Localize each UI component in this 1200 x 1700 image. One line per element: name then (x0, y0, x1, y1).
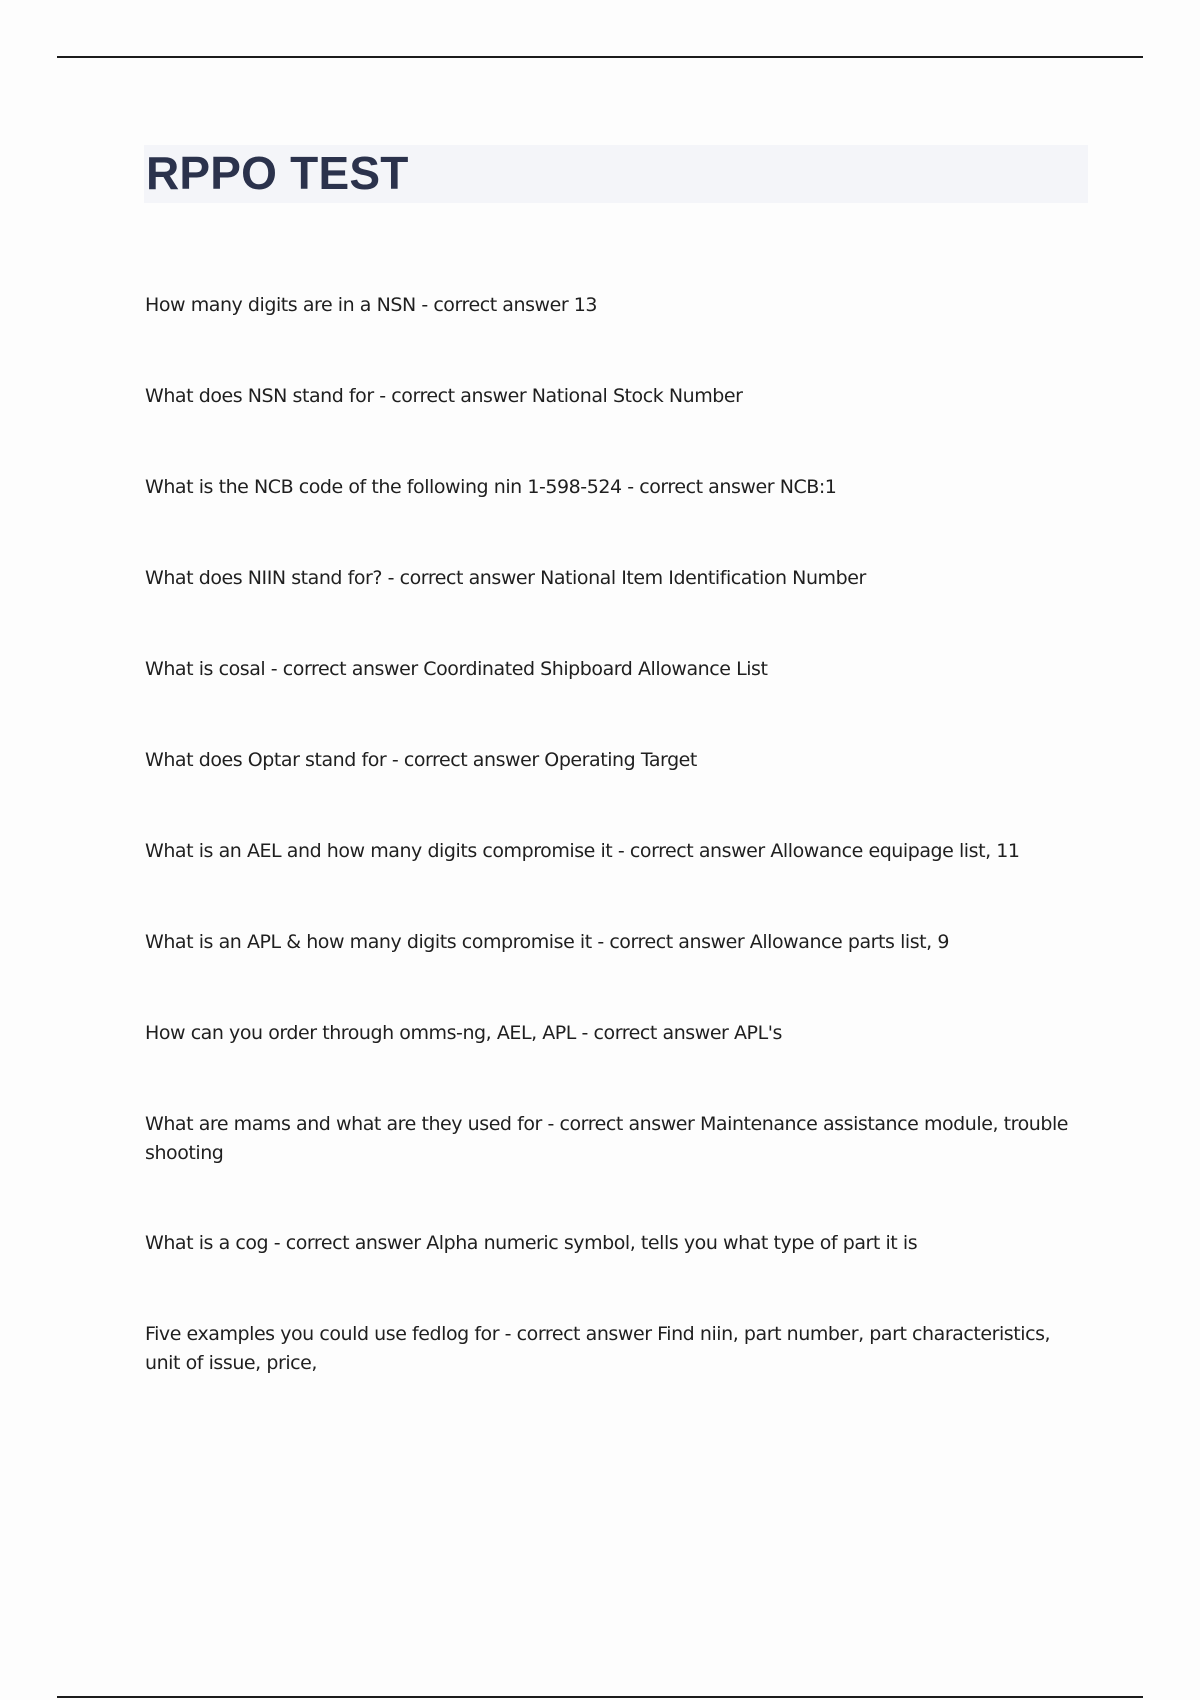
document-title: RPPO TEST (146, 147, 409, 199)
qa-item: How many digits are in a NSN - correct answer 13 (145, 294, 598, 316)
header-rule (57, 56, 1143, 58)
qa-item: What is cosal - correct answer Coordinated Shipboard Allowance List (145, 658, 768, 680)
qa-item: What is the NCB code of the following nin 1-598-524 - correct answer NCB:1 (145, 476, 837, 498)
qa-item: What does Optar stand for - correct answer Operating Target (145, 749, 697, 771)
qa-item: How can you order through omms-ng, AEL, APL - correct answer APL's (145, 1022, 782, 1044)
qa-item: What are mams and what are they used for - correct answer Maintenance assistance module, trouble shooting (145, 1113, 1069, 1164)
qa-item: What is an AEL and how many digits compromise it - correct answer Allowance equipage list, 11 (145, 840, 1020, 862)
qa-item: What is an APL & how many digits compromise it - correct answer Allowance parts list, 9 (145, 931, 950, 953)
qa-item: What does NSN stand for - correct answer National Stock Number (145, 385, 743, 407)
qa-item: What does NIIN stand for? - correct answer National Item Identification Number (145, 567, 866, 589)
qa-item: What is a cog - correct answer Alpha numeric symbol, tells you what type of part it is (145, 1232, 918, 1254)
footer-rule (57, 1696, 1143, 1698)
qa-item: Five examples you could use fedlog for - correct answer Find niin, part number, part characteristics, unit of issue, price, (145, 1323, 1051, 1374)
